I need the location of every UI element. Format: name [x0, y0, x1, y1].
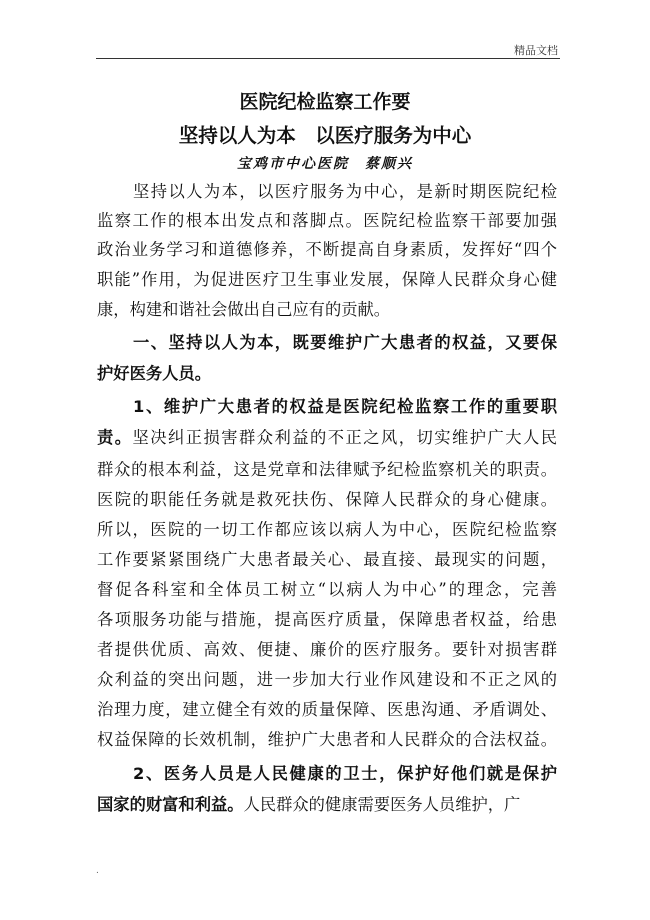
section-heading: 护好医务人员。: [97, 364, 211, 383]
author-byline: 宝鸡市中心医院 蔡顺兴: [237, 156, 413, 172]
paragraph-line: 所以，医院的一切工作都应该以病人为中心，医院纪检监察: [97, 520, 557, 539]
paragraph-line: 康，构建和谐社会做出自己应有的贡献。: [97, 300, 391, 319]
paragraph-line: 坚持以人为本，以医疗服务为中心，是新时期医院纪检: [133, 182, 557, 201]
paragraph-line: 医院的职能任务就是救死扶伤、保障人民群众的身心健康。: [97, 490, 557, 509]
header-label: 精品文档: [514, 44, 558, 57]
paragraph-line: [97, 424, 557, 448]
paragraph-line: 权益保障的长效机制，维护广大患者和人民群众的合法权益。: [97, 730, 557, 749]
paragraph-line: 者提供优质、高效、便捷、廉价的医疗服务。要针对损害群: [97, 640, 557, 659]
paragraph-line: 各项服务功能与措施，提高医疗质量，保障患者权益，给患: [97, 610, 557, 629]
paragraph-line: 众利益的突出问题，进一步加大行业作风建设和不正之风的: [97, 670, 557, 689]
paragraph-line: 督促各科室和全体员工树立“以病人为中心”的理念，完善: [97, 580, 557, 599]
paragraph-text: 坚决纠正损害群众利益的不正之风，切实维护广大人民: [132, 428, 557, 447]
title-line-2: 坚持以人为本 以医疗服务为中心: [178, 124, 472, 147]
paragraph-line: 工作要紧紧围绕广大患者最关心、最直接、最现实的问题，: [97, 550, 557, 569]
paragraph-line: 监察工作的根本出发点和落脚点。医院纪检监察干部要加强: [97, 211, 557, 230]
paragraph-line: [97, 791, 557, 815]
title-line-1: 医院纪检监察工作要: [239, 91, 411, 113]
subsection-heading: 1、维护广大患者的权益是医院纪检监察工作的重要职: [133, 397, 557, 416]
subsection-heading: 2、医务人员是人民健康的卫士，保护好他们就是保护: [133, 764, 557, 783]
paragraph-line: 治理力度，建立健全有效的质量保障、医患沟通、矛盾调处、: [97, 700, 557, 719]
header-rule: [96, 58, 560, 59]
paragraph-text: 人民群众的健康需要医务人员维护，广: [243, 795, 521, 814]
paragraph-line: 政治业务学习和道德修养，不断提高自身素质，发挥好“四个: [97, 240, 557, 259]
paragraph-line: 职能”作用，为促进医疗卫生事业发展，保障人民群众身心健: [97, 270, 557, 289]
subsection-heading-tail: 国家的财富和利益。: [97, 795, 244, 814]
subsection-heading-tail: 责。: [97, 428, 133, 447]
footer-mark: .: [96, 866, 99, 876]
section-heading: 一、坚持以人为本，既要维护广大患者的权益，又要保: [133, 333, 557, 352]
paragraph-line: 群众的根本利益，这是党章和法律赋予纪检监察机关的职责。: [97, 460, 557, 479]
